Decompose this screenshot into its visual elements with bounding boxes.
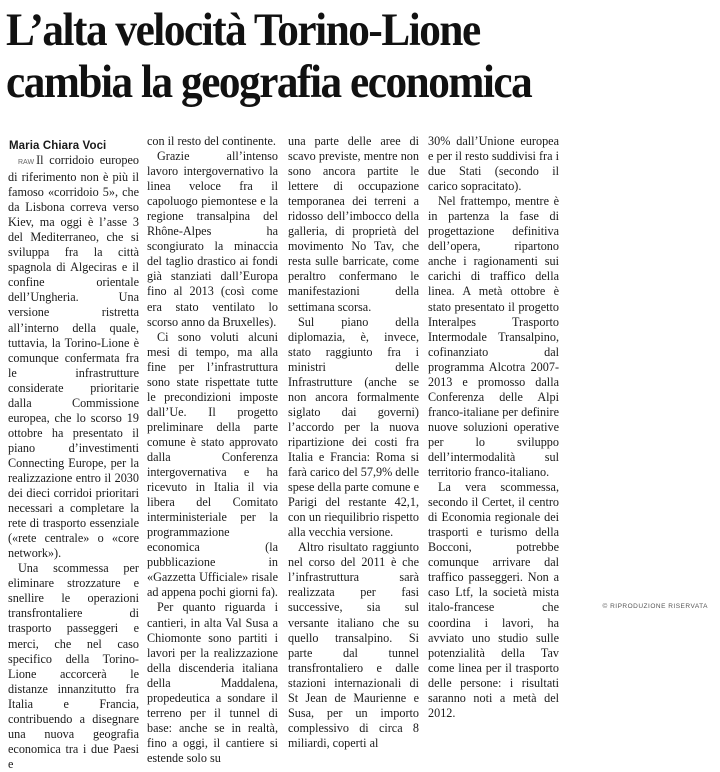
paragraph: La vera scommessa, secondo il Certet, il centro di Economia regionale dei trasporti e turismo della Bocconi, potrebbe comunque arrivare dal traffico passeggeri. Non a caso Ltf, la società mista italo-francese che coordina i lavori, ha avviato uno studio sulle potenzialità della Tav come linea per il trasporto delle persone: i risultati saranno noti a metà del 2012. [428, 480, 559, 720]
paragraph: 30% dall’Unione europea e per il resto suddivisi fra i due Stati (secondo il carico sopracitato). [428, 134, 559, 194]
paragraph: con il resto del continente. [147, 134, 276, 148]
byline: Maria Chiara Voci [9, 140, 107, 152]
column-3 [288, 134, 419, 750]
headline [6, 4, 657, 108]
paragraph: Per quanto riguarda i cantieri, in alta Val Susa a Chiomonte sono partiti i lavori per la realizzazione della discenderia italiana della Maddalena, propedeutica a sondare il terreno per il tunnel di base: anche se in realtà, fino a oggi, il cantiere si estende solo su [147, 600, 278, 765]
paragraph: Ci sono voluti alcuni mesi di tempo, ma alla fine per l’infrastruttura sono state rispettate tutte le precondizioni imposte dall’Ue. Il progetto preliminare della parte comune è stato approvato dalla Conferenza intergovernativa e ha ricevuto in Italia il via libera del Comitato interministeriale per la programmazione economica (la pubblicazione in «Gazzetta Ufficiale» risale ad appena pochi giorni fa). [147, 329, 278, 600]
paragraph: Nel frattempo, mentre è in partenza la fase di progettazione definitiva dell’opera, ripartono anche i ragionamenti sui carichi di traffico della linea. A metà ottobre è stato presentato il progetto Interalpes Trasporto Intermodale Transalpino, cofinanziato dal programma Alcotra 2007-2013 e promosso dalla Conferenza delle Alpi franco-italiane per definire nuove soluzioni operative per lo sviluppo dell’intermodalità sul territorio franco-italiano. [428, 194, 559, 480]
paragraph [8, 153, 139, 561]
column-2 [147, 134, 278, 765]
column-1 [8, 153, 139, 771]
credit-text: © RIPRODUZIONE RISERVATA [602, 603, 708, 610]
headline-line-2: cambia la geografia economica [6, 56, 532, 108]
paragraph: Una scommessa per eliminare strozzature e snellire le operazioni transfrontaliere di trasporto passeggeri e merci, che nel caso specifico della Torino-Lione accorcerà le distanze innanzitutto fra Italia e Francia, contribuendo a disegnare una nuova geografia economica tra i due Paesi e [8, 561, 139, 771]
paragraph: Grazie all’intenso lavoro intergovernativo la linea veloce fra il capoluogo piemontese e la regione transalpina del Rhône-Alpes ha scongiurato la minaccia del taglio drastico ai fondi già stanziati dall’Europa fino al 2013 (così come era stato ventilato lo scorso anno da Bruxelles). [147, 149, 278, 329]
paragraph: una parte delle aree di scavo previste, mentre non sono ancora partite le lettere di occupazione temporanea dei terreni a ridosso dell’imbocco della galleria, di proprietà del movimento No Tav, che resta sulle barricate, come peraltro confermano le manifestazioni della settimana scorsa. [288, 134, 419, 314]
lead-tag: RAW [18, 159, 35, 166]
copyright-credit [602, 603, 708, 610]
paragraph: Sul piano della diplomazia, è, invece, stato raggiunto fra i ministri delle Infrastrutture (anche se non ancora formalmente siglato dai governi) l’accordo per la nuova ripartizione dei costi fra Italia e Francia: Roma si farà carico del 57,9% delle spese della parte comune e Parigi del restante 42,1, con un riequilibrio rispetto alla vecchia versione. [288, 314, 419, 540]
paragraph: Altro risultato raggiunto nel corso del 2011 è che l’infrastruttura sarà realizzata per fasi successive, sia sul versante italiano che su quello transalpino. Si parte dal tunnel transfrontaliero e dalle stazioni internazionali di St Jean de Maurienne e Susa, per un importo complessivo di circa 8 miliardi, coperti al [288, 540, 419, 750]
headline-line-1: L’alta velocità Torino-Lione [6, 4, 480, 56]
paragraph-text: Il corridoio europeo di riferimento non è più il famoso «corridoio 5», che da Lisbona correva verso Kiev, ma oggi è l’asse 3 del Mediterraneo, che si sviluppa fra la città spagnola di Algeciras e il confine orientale dell’Ungheria. Una versione ristretta all’interno della quale, tuttavia, la Torino-Lione è comunque confermata fra le infrastrutture considerate prioritarie dalla Commissione europea, che lo scorso 19 ottobre ha presentato il piano d’investimenti Connecting Europe, per la realizzazione entro il 2030 dei dieci corridoi prioritari necessari a completare la rete di trasporto essenziale («rete centrale» o «core network»). [8, 153, 139, 561]
column-4 [428, 134, 559, 720]
